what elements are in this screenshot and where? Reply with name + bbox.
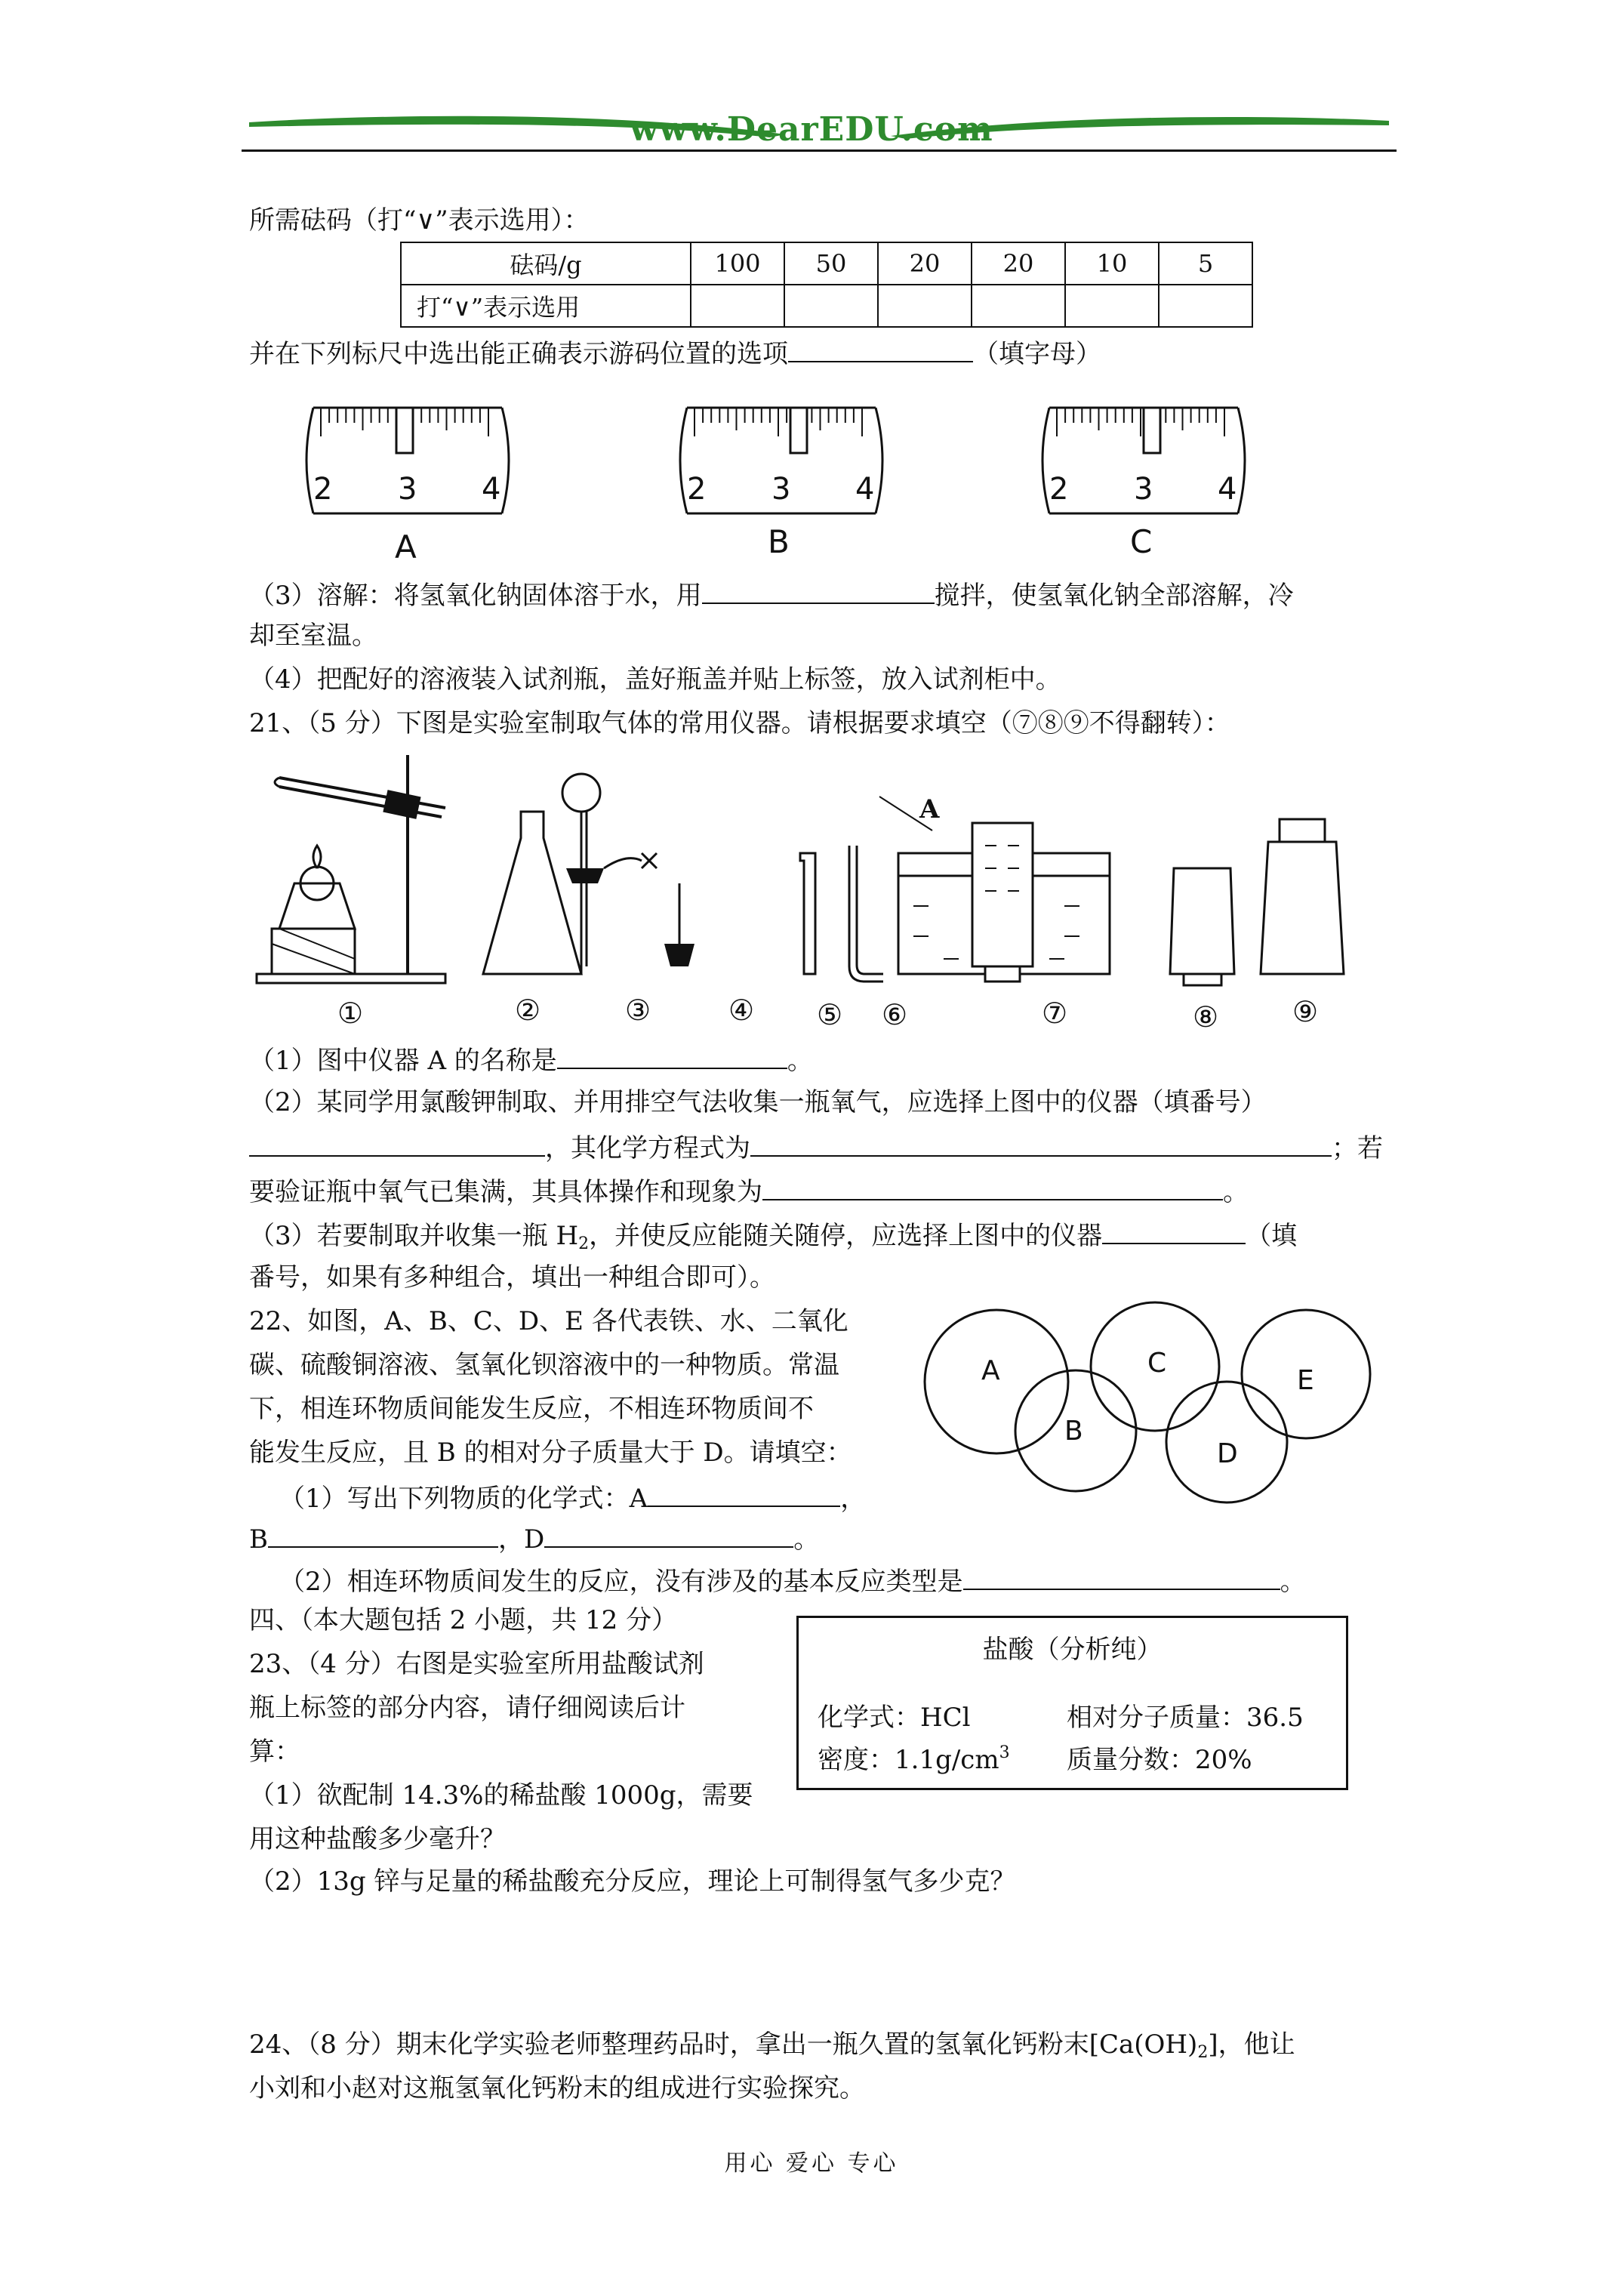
apparatus-number: ⑧ <box>1193 1000 1219 1034</box>
weight-cell: 20 <box>878 242 972 285</box>
long-neck-funnel <box>562 774 657 974</box>
q22-part2: （2）相连环物质间发生的反应，没有涉及的基本反应类型是 。 <box>279 1563 1306 1598</box>
answer-blank[interactable] <box>1102 1217 1246 1244</box>
select-cell[interactable] <box>972 285 1065 327</box>
ruler-tick-label: 3 <box>1134 472 1153 507</box>
answer-blank[interactable] <box>963 1563 1280 1590</box>
q23-part1-line2: 用这种盐酸多少毫升？ <box>249 1824 506 1854</box>
select-cell[interactable] <box>878 285 972 327</box>
q23-line3: 算： <box>249 1737 300 1767</box>
answer-blank[interactable] <box>648 1480 840 1507</box>
q21-part2-line1: （2）某同学用氯酸钾制取、并用排空气法收集一瓶氧气，应选择上图中的仪器（填番号） <box>249 1087 1267 1117</box>
q23-part2: （2）13g 锌与足量的稀盐酸充分反应，理论上可制得氢气多少克？ <box>249 1866 1016 1897</box>
ruler-tick-label: 2 <box>313 472 333 507</box>
apparatus-figure <box>249 747 1366 1042</box>
weight-cell: 10 <box>1065 242 1159 285</box>
q22-line2: 碳、硫酸铜溶液、氢氧化钡溶液中的一种物质。常温 <box>249 1350 839 1380</box>
select-cell[interactable] <box>1065 285 1159 327</box>
q24-line2: 小刘和小赵对这瓶氢氧化钙粉末的组成进行实验探究。 <box>249 2073 865 2103</box>
q22-line1: 22、如图，A、B、C、D、E 各代表铁、水、二氧化 <box>249 1306 848 1336</box>
weight-cell: 100 <box>691 242 784 285</box>
ruler-option-label: B <box>768 523 790 560</box>
q24-line1: 24、（8 分）期末化学实验老师整理药品时，拿出一瓶久置的氢氧化钙粉末$[Ca(OH)_2]$，他让 <box>249 2029 1295 2062</box>
ring-label: B <box>1064 1416 1083 1447</box>
ruler-tick-label: 2 <box>1049 472 1069 507</box>
apparatus-number: ⑨ <box>1292 995 1319 1028</box>
ruler-tick-label: 4 <box>855 472 875 507</box>
step3-line1: （3）溶解：将氢氧化钠固体溶于水，用 搅拌，使氢氧化钠全部溶解，冷 <box>249 577 1294 612</box>
label-mass-fraction: 质量分数：20% <box>1067 1745 1252 1775</box>
ruler-tick-label: 3 <box>771 472 791 507</box>
q21-part2-line2: ，其化学方程式为 ；若 <box>249 1130 1383 1165</box>
ring-label: C <box>1147 1348 1167 1379</box>
label-molecular-mass: 相对分子质量：36.5 <box>1067 1703 1304 1733</box>
apparatus-number: ① <box>337 997 364 1030</box>
bent-glass-tube <box>800 853 815 974</box>
q21-part3-line1: （3）若要制取并收集一瓶 $H_2$，并使反应能随关随停，应选择上图中的仪器 （填 <box>249 1217 1297 1261</box>
apparatus-number: ② <box>515 994 541 1027</box>
apparatus-number: ④ <box>728 994 755 1027</box>
section4-heading: 四、（本大题包括 2 小题，共 12 分） <box>249 1605 678 1635</box>
q22-part1-line1: （1）写出下列物质的化学式：A ， <box>279 1480 866 1515</box>
table-row <box>401 285 1252 327</box>
label-title: 盐酸（分析纯） <box>982 1635 1163 1665</box>
label-formula: 化学式：HCl <box>818 1703 971 1733</box>
step4: （4）把配好的溶液装入试剂瓶，盖好瓶盖并贴上标签，放入试剂柜中。 <box>249 664 1061 695</box>
weights-select-label: 打“∨”表示选用 <box>401 285 691 327</box>
table-row <box>401 242 1252 285</box>
apparatus-number: ⑤ <box>817 998 843 1031</box>
ruler-tick-label: 4 <box>1218 472 1237 507</box>
q22-part1-line2: B ，D 。 <box>249 1521 819 1556</box>
apparatus-number: ⑦ <box>1042 997 1068 1030</box>
q23-part1-line1: （1）欲配制 14.3%的稀盐酸 1000g，需要 <box>249 1780 753 1811</box>
q21-part2-line3: 要验证瓶中氧气已集满，其具体操作和现象为 。 <box>249 1173 1249 1209</box>
step3-line2: 却至室温。 <box>249 621 377 651</box>
gas-jar <box>1170 868 1234 985</box>
ring-label: E <box>1297 1365 1314 1396</box>
weight-cell: 50 <box>784 242 878 285</box>
q22-line4: 能发生反应，且 B 的相对分子质量大于 D。请填空： <box>249 1438 852 1468</box>
apparatus-number: ③ <box>625 994 651 1027</box>
select-cell[interactable] <box>1159 285 1252 327</box>
select-cell[interactable] <box>784 285 878 327</box>
site-logo-text: www.DearEDU.com <box>630 110 993 149</box>
q21-stem: 21、（5 分）下图是实验室制取气体的常用仪器。请根据要求填空（⑦⑧⑨不得翻转）： <box>249 708 1230 738</box>
ruler-tick-label: 4 <box>482 472 501 507</box>
q22-line3: 下，相连环物质间能发生反应，不相连环物质间不 <box>249 1394 814 1424</box>
answer-blank[interactable] <box>788 335 973 362</box>
ruler-option-label: A <box>395 529 417 566</box>
reagent-label <box>796 1616 1348 1790</box>
answer-blank[interactable] <box>762 1173 1223 1200</box>
rings-diagram <box>921 1299 1389 1518</box>
q23-line2: 瓶上标签的部分内容，请仔细阅读后计 <box>249 1693 685 1723</box>
rubber-stopper <box>664 883 694 966</box>
answer-blank[interactable] <box>750 1130 1332 1157</box>
weight-cell: 20 <box>972 242 1065 285</box>
ruler-tick-label: 3 <box>398 472 417 507</box>
ruler-tick-label: 2 <box>687 472 707 507</box>
answer-blank[interactable] <box>268 1521 498 1548</box>
page-footer: 用心 爱心 专心 <box>724 2150 899 2177</box>
ruler-question: 并在下列标尺中选出能正确表示游码位置的选项 （填字母） <box>249 335 1101 371</box>
apparatus-number: ⑥ <box>882 998 908 1031</box>
q21-part1: （1）图中仪器 A 的名称是 。 <box>249 1042 813 1077</box>
figure-letter-a: A <box>919 794 940 824</box>
ruler-option-label: C <box>1130 523 1153 560</box>
q23-line1: 23、（4 分）右图是实验室所用盐酸试剂 <box>249 1649 704 1679</box>
conical-flask <box>483 812 581 974</box>
water-trough <box>879 797 1110 982</box>
select-cell[interactable] <box>691 285 784 327</box>
j-shaped-tube <box>849 846 883 982</box>
answer-blank[interactable] <box>557 1042 787 1069</box>
weights-table <box>400 242 1253 328</box>
reagent-bottle <box>1261 819 1344 974</box>
weights-row-label: 砝码/g <box>401 242 691 285</box>
q21-part3-line2: 番号，如果有多种组合，填出一种组合即可）。 <box>249 1262 775 1293</box>
answer-blank[interactable] <box>544 1521 793 1548</box>
label-density: 密度：$1.1g/cm^3$ <box>818 1743 1010 1775</box>
ring-label: D <box>1217 1438 1238 1469</box>
iron-stand-apparatus <box>257 755 445 983</box>
ring-label: A <box>981 1355 1000 1386</box>
weight-cell: 5 <box>1159 242 1252 285</box>
weights-intro: 所需砝码（打“∨”表示选用）： <box>249 205 590 236</box>
answer-blank[interactable] <box>702 577 935 604</box>
answer-blank[interactable] <box>249 1130 545 1157</box>
